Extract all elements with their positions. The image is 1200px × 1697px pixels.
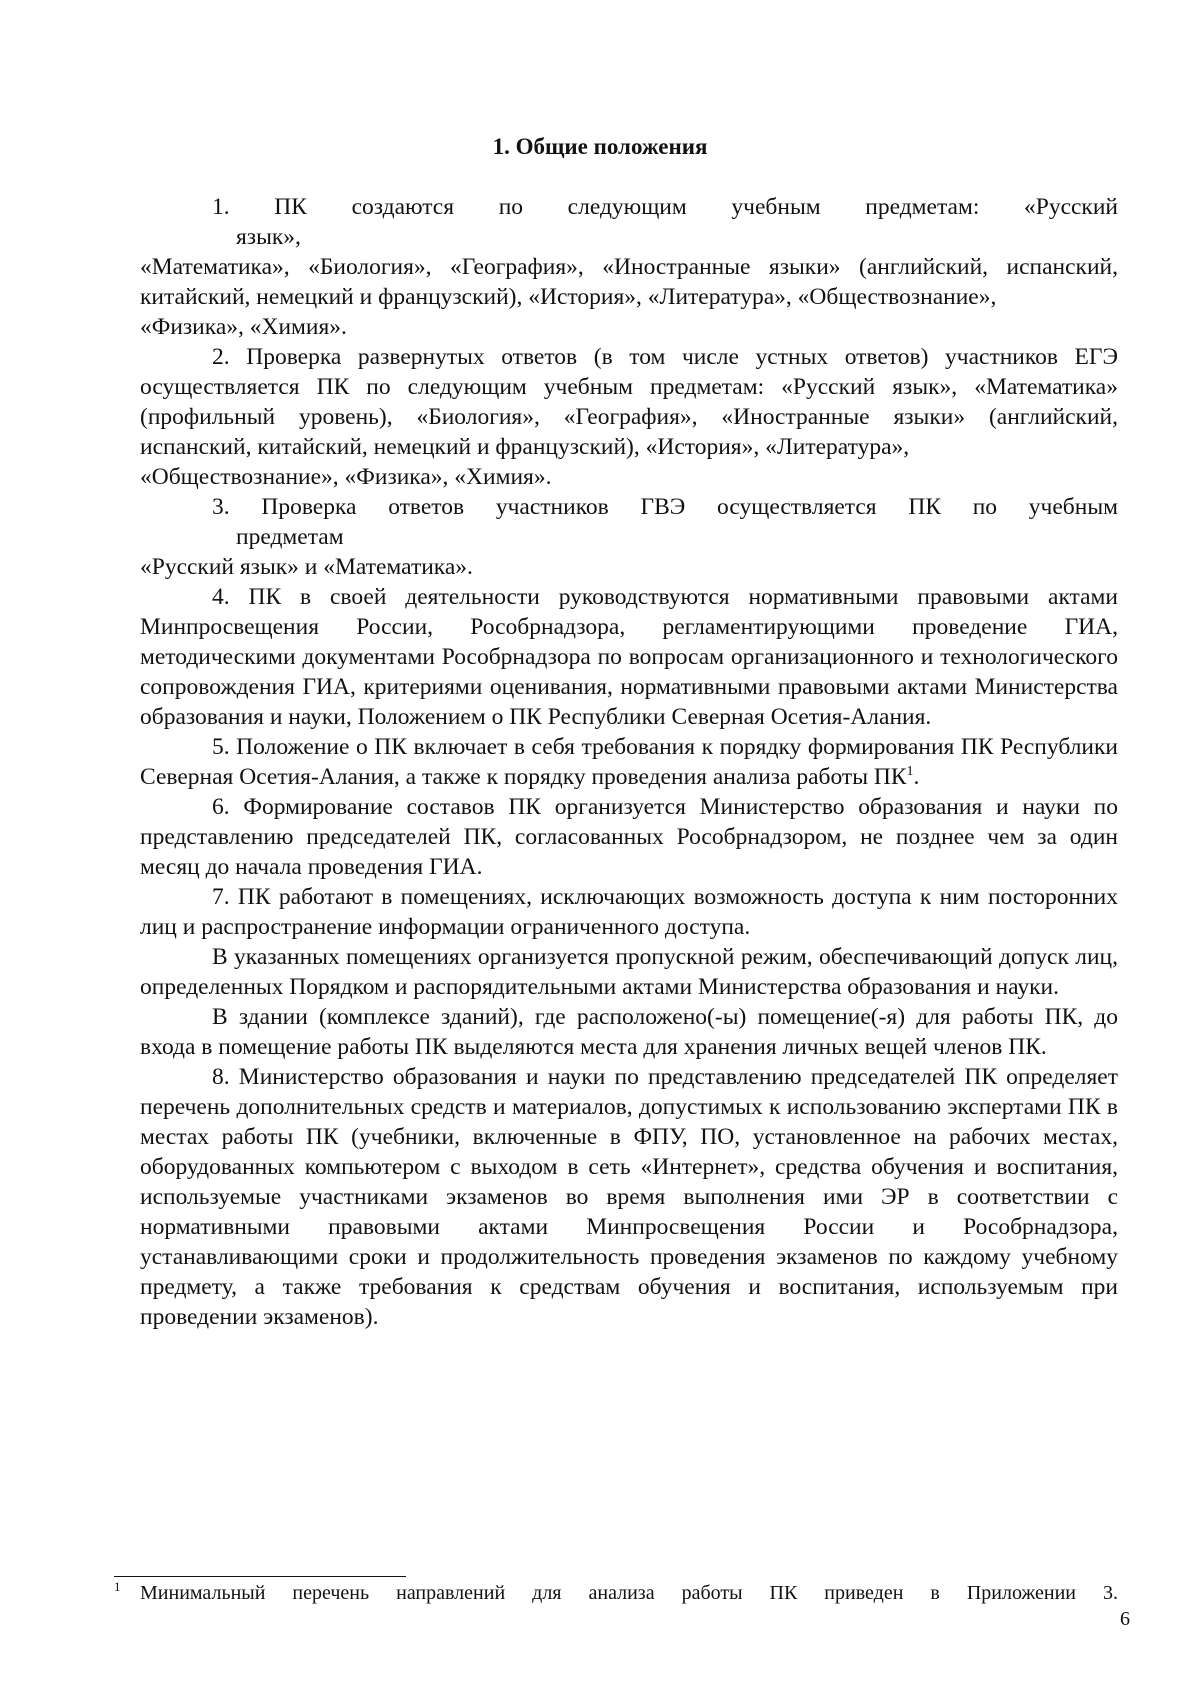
- paragraph-5-text: 5. Положение о ПК включает в себя требования к порядку формирования ПК Республики Северная Осетия-Алания, а также к порядку проведения анализа работы ПК: [140, 734, 1118, 790]
- footnote: [114, 1580, 1118, 1606]
- paragraph-3-end: «Русский язык» и «Математика».: [140, 554, 473, 580]
- page-number: 6: [1120, 1608, 1130, 1630]
- paragraph-8: 8. Министерство образования и науки по представлению председателей ПК определяет перечень дополнительных средств и материалов, допустимых к использованию экспертами ПК в местах работы ПК (учебники, включенные в ФПУ, ПО, установленное на рабочих местах, оборудованных компьютером с выходом в сеть «Интернет», средства обучения и воспитания, используемые участниками экзаменов во время выполнения ими ЭР в соответствии с нормативными правовыми актами Минпросвещения России и Рособрнадзора, устанавливающими сроки и продолжительность проведения экзаменов по каждому учебному предмету, а также требования к средствам обучения и воспитания, используемым при проведении экзаменов).: [140, 1064, 1118, 1330]
- paragraph-1-line-2: язык»,: [236, 224, 301, 250]
- footnote-separator: [114, 1576, 406, 1577]
- paragraph-4: 4. ПК в своей деятельности руководствуются нормативными правовыми актами Минпросвещения России, Рособрнадзора, регламентирующими проведение ГИА, методическими документами Рособрнадзора по вопросам организационного и технологического сопровождения ГИА, критериями оценивания, нормативными правовыми актами Министерства образования и науки, Положением о ПК Республики Северная Осетия-Алания.: [140, 584, 1118, 730]
- paragraph-7: 7. ПК работают в помещениях, исключающих возможность доступа к ним посторонних лиц и распространение информации ограниченного доступа.: [140, 884, 1118, 940]
- paragraph-1-end: «Физика», «Химия».: [140, 314, 347, 340]
- paragraph-7-access: В указанных помещениях организуется пропускной режим, обеспечивающий допуск лиц, определенных Порядком и распорядительными актами Министерства образования и науки.: [140, 944, 1118, 1000]
- footnote-text: Минимальный перечень направлений для анализа работы ПК приведен в Приложении 3.: [140, 1582, 1118, 1604]
- paragraph-2-end: «Обществознание», «Физика», «Химия».: [140, 464, 552, 490]
- paragraph-5: [140, 732, 1118, 792]
- document-body: [140, 192, 1118, 1332]
- paragraph-1-line-1: 1. ПК создаются по следующим учебным предметам: «Русский: [212, 194, 1118, 220]
- paragraph-7-storage: В здании (комплексе зданий), где расположено(-ы) помещение(-я) для работы ПК, до входа в помещение работы ПК выделяются места для хранения личных вещей членов ПК.: [140, 1004, 1118, 1060]
- footnote-mark: 1: [114, 1579, 121, 1594]
- paragraph-3-line-1: 3. Проверка ответов участников ГВЭ осуществляется ПК по учебным: [212, 494, 1118, 520]
- footnote-reference[interactable]: 1: [906, 764, 914, 779]
- section-title: 1. Общие положения: [492, 134, 708, 159]
- paragraph-6: 6. Формирование составов ПК организуется Министерство образования и науки по представлению председателей ПК, согласованных Рособрнадзором, не позднее чем за один месяц до начала проведения ГИА.: [140, 794, 1118, 880]
- paragraph-5-end: .: [913, 764, 920, 790]
- paragraph-3-line-2: предметам: [236, 524, 344, 550]
- paragraph-1-body: «Математика», «Биология», «География», «Иностранные языки» (английский, испанский, китайский, немецкий и французский), «История», «Литература», «Обществознание»,: [140, 254, 1118, 310]
- paragraph-2: 2. Проверка развернутых ответов (в том числе устных ответов) участников ЕГЭ осуществляется ПК по следующим учебным предметам: «Русский язык», «Математика» (профильный уровень), «Биология», «География», «Иностранные языки» (английский, испанский, китайский, немецкий и французский), «История», «Литература»,: [140, 344, 1118, 460]
